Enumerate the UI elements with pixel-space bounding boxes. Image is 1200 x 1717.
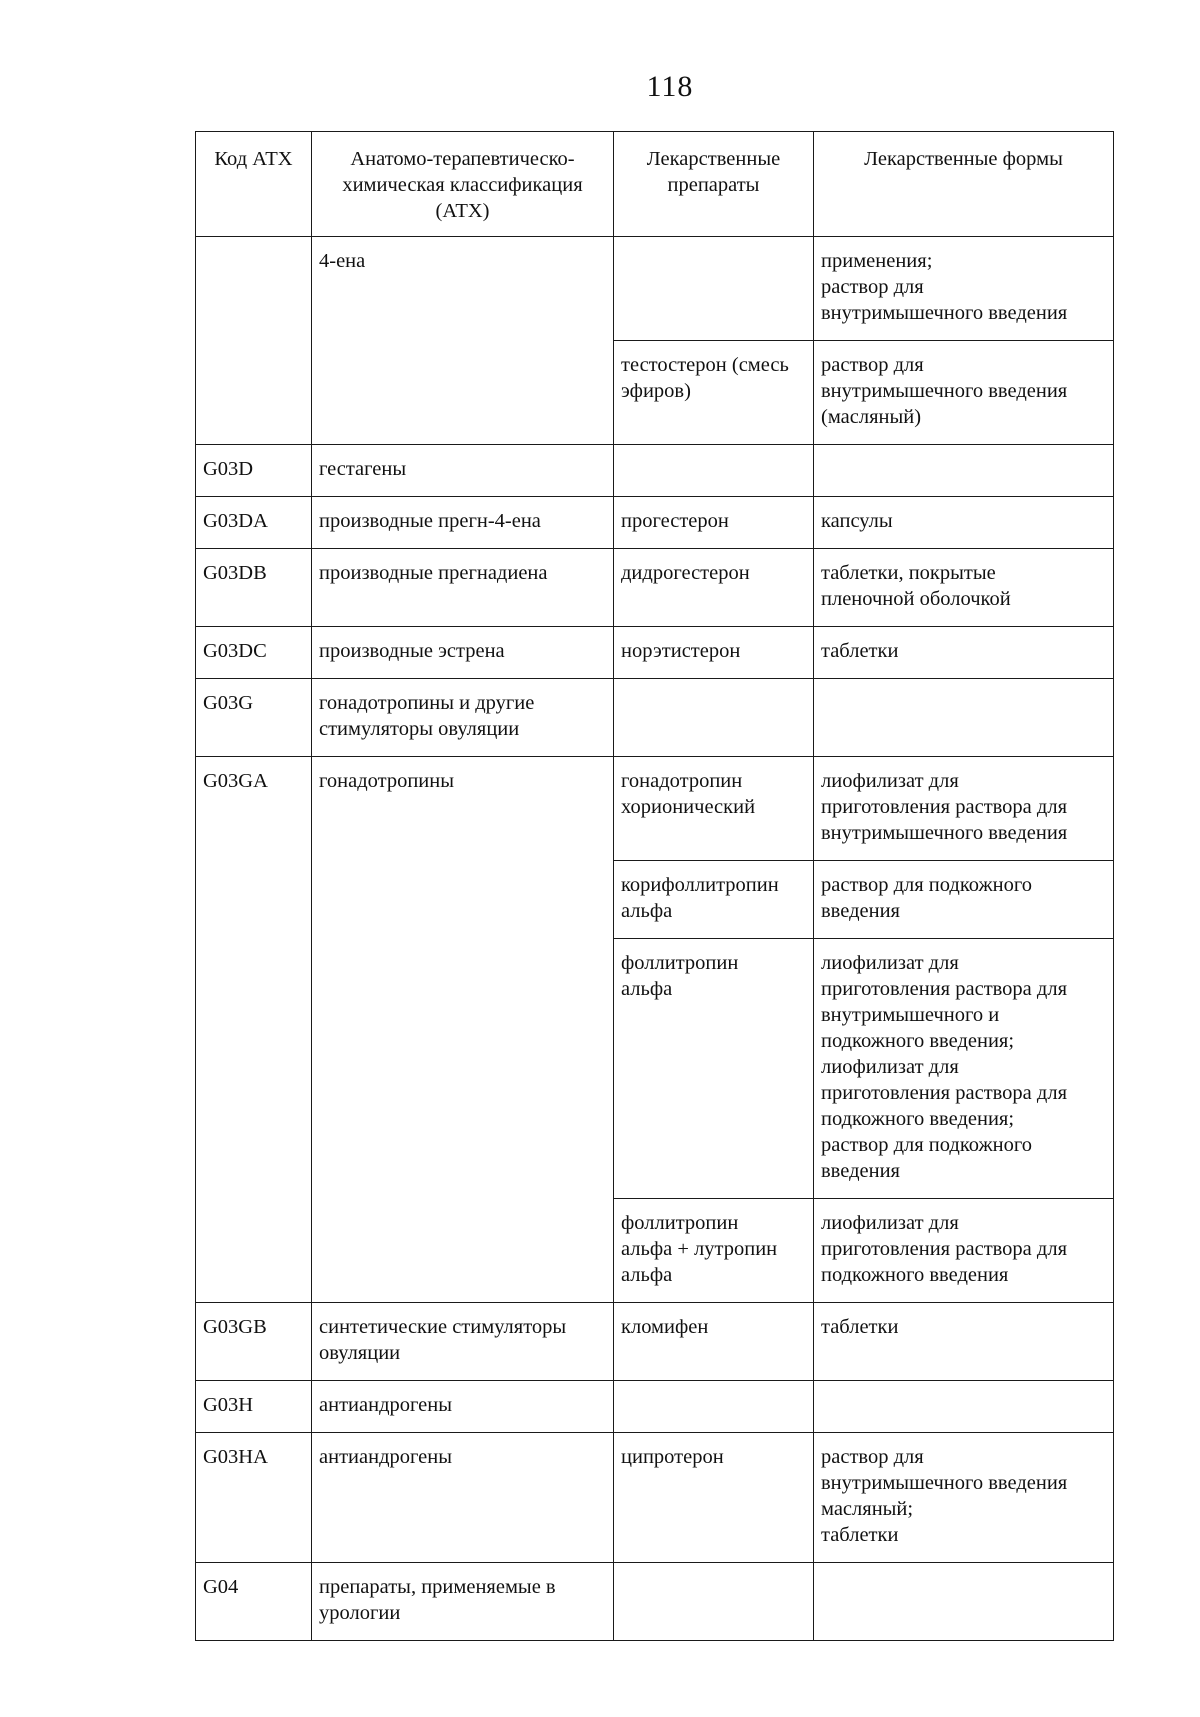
drug-cell: гонадотропин хорионический xyxy=(614,757,814,861)
classification-cell: синтетические стимуляторы овуляции xyxy=(312,1303,614,1381)
form-cell: раствор для внутримышечного введения масляный; таблетки xyxy=(814,1433,1114,1563)
classification-cell: гестагены xyxy=(312,445,614,497)
form-cell xyxy=(814,1381,1114,1433)
classification-cell: производные эстрена xyxy=(312,627,614,679)
classification-cell: производные прегнадиена xyxy=(312,549,614,627)
drug-cell: фоллитропин альфа + лутропин альфа xyxy=(614,1199,814,1303)
form-cell: лиофилизат для приготовления раствора для внутримышечного и подкожного введения; лиофилизат для приготовления раствора для подкожного введения; раствор для подкожного введения xyxy=(814,939,1114,1199)
code-cell: G03DB xyxy=(196,549,312,627)
form-cell: лиофилизат для приготовления раствора для подкожного введения xyxy=(814,1199,1114,1303)
drug-cell: тестостерон (смесь эфиров) xyxy=(614,341,814,445)
table-row xyxy=(196,445,1114,497)
classification-cell: гонадотропины и другие стимуляторы овуляции xyxy=(312,679,614,757)
header-drugs: Лекарственные препараты xyxy=(614,132,814,237)
code-cell xyxy=(196,237,312,445)
code-cell: G03DC xyxy=(196,627,312,679)
code-cell: G03G xyxy=(196,679,312,757)
drug-cell xyxy=(614,237,814,341)
form-cell: таблетки xyxy=(814,1303,1114,1381)
header-code: Код АТХ xyxy=(196,132,312,237)
code-cell: G03HA xyxy=(196,1433,312,1563)
drug-cell xyxy=(614,679,814,757)
form-cell: лиофилизат для приготовления раствора для внутримышечного введения xyxy=(814,757,1114,861)
classification-cell: антиандрогены xyxy=(312,1433,614,1563)
drug-cell: норэтистерон xyxy=(614,627,814,679)
form-cell: таблетки, покрытые пленочной оболочкой xyxy=(814,549,1114,627)
drug-cell: прогестерон xyxy=(614,497,814,549)
code-cell: G03GA xyxy=(196,757,312,1303)
table-row xyxy=(196,237,1114,341)
form-cell: раствор для внутримышечного введения (масляный) xyxy=(814,341,1114,445)
drug-cell xyxy=(614,1381,814,1433)
drug-cell xyxy=(614,1563,814,1641)
drug-cell: дидрогестерон xyxy=(614,549,814,627)
code-cell: G03DA xyxy=(196,497,312,549)
table-row xyxy=(196,497,1114,549)
code-cell: G03H xyxy=(196,1381,312,1433)
table-row xyxy=(196,1381,1114,1433)
table-header-row xyxy=(196,132,1114,237)
code-cell: G04 xyxy=(196,1563,312,1641)
page-number: 118 xyxy=(646,70,694,103)
drug-cell xyxy=(614,445,814,497)
drug-cell: фоллитропин альфа xyxy=(614,939,814,1199)
drug-cell: ципротерон xyxy=(614,1433,814,1563)
classification-cell: гонадотропины xyxy=(312,757,614,1303)
form-cell xyxy=(814,679,1114,757)
header-forms: Лекарственные формы xyxy=(814,132,1114,237)
drug-cell: корифоллитропин альфа xyxy=(614,861,814,939)
header-classification: Анатомо-терапевтическо- химическая классификация (АТХ) xyxy=(312,132,614,237)
classification-cell: препараты, применяемые в урологии xyxy=(312,1563,614,1641)
drug-cell: кломифен xyxy=(614,1303,814,1381)
table-row xyxy=(196,549,1114,627)
table-row xyxy=(196,1303,1114,1381)
form-cell xyxy=(814,445,1114,497)
form-cell: раствор для подкожного введения xyxy=(814,861,1114,939)
classification-cell: антиандрогены xyxy=(312,1381,614,1433)
classification-cell: производные прегн-4-ена xyxy=(312,497,614,549)
form-cell: капсулы xyxy=(814,497,1114,549)
table-row xyxy=(196,1433,1114,1563)
atc-table xyxy=(195,131,1114,1641)
table-row xyxy=(196,757,1114,861)
form-cell xyxy=(814,1563,1114,1641)
form-cell: применения; раствор для внутримышечного введения xyxy=(814,237,1114,341)
code-cell: G03GB xyxy=(196,1303,312,1381)
table-row xyxy=(196,627,1114,679)
classification-cell: 4-ена xyxy=(312,237,614,445)
form-cell: таблетки xyxy=(814,627,1114,679)
code-cell: G03D xyxy=(196,445,312,497)
table-row xyxy=(196,1563,1114,1641)
table-row xyxy=(196,679,1114,757)
